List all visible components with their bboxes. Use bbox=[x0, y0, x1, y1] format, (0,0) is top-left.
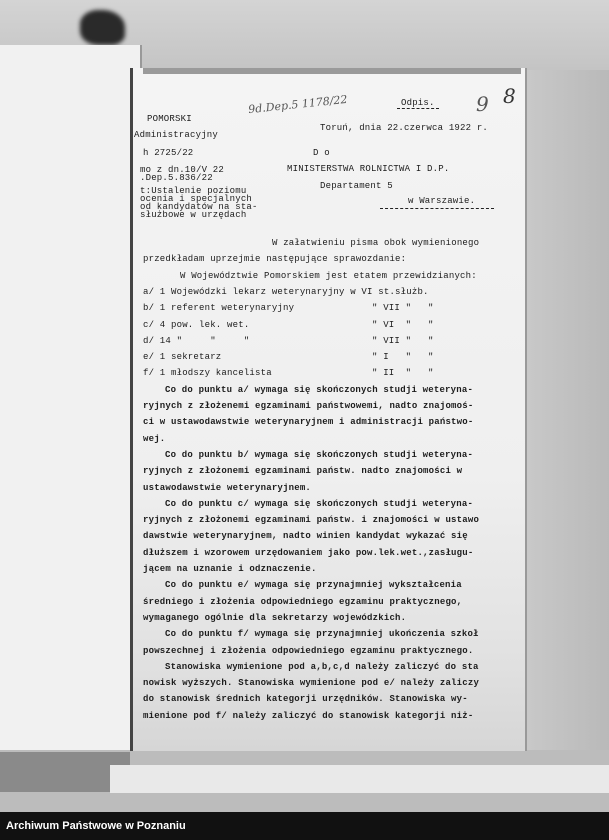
paragraph-line: Co do punktu e/ wymaga się przynajmniej wykształcenia bbox=[165, 580, 462, 591]
paragraph-line: nowisk wyższych. Stanowiska wymienione pod e/ należy zaliczy bbox=[143, 678, 480, 689]
scan-background-right bbox=[522, 70, 609, 760]
paragraph-line: Co do punktu f/ wymaga się przynajmniej ukończenia szkoł bbox=[165, 629, 479, 640]
paragraph-line: mienione pod f/ należy zaliczyć do stanowisk kategorji niż- bbox=[143, 710, 474, 721]
paragraph-line: wymaganego ogólnie dla sekretarzy wojewódzkich. bbox=[143, 612, 407, 623]
position-grade: " VII " " bbox=[372, 335, 434, 346]
position-grade: " I " " bbox=[372, 352, 434, 363]
paragraph-line: jącem na uznanie i odznaczenie. bbox=[143, 564, 317, 574]
position-item: a/ 1 Wojewódzki lekarz weterynaryjny w VI st.służb. bbox=[143, 286, 429, 297]
position-item: b/ 1 referent weterynaryjny bbox=[143, 303, 295, 314]
paragraph-line: dłuższem i wzorowem urzędowaniem jako pow.lek.wet.,zasługu- bbox=[143, 547, 474, 558]
letterhead-line: mo z dn.10/V 22 bbox=[140, 165, 225, 175]
position-grade: " VI " " bbox=[372, 319, 434, 330]
archive-footer bbox=[0, 812, 609, 840]
city: w Warszawie. bbox=[380, 197, 494, 209]
letterhead-line: h 2725/22 bbox=[143, 148, 194, 158]
subject-line: ocenia i specjalnych bbox=[140, 194, 253, 204]
subject-line: służbowe w urzędach bbox=[140, 210, 247, 220]
subject-line: od kandydatów na sta- bbox=[140, 202, 258, 212]
paragraph-line: ci w ustawodawstwie weterynaryjnem i administracji państwo- bbox=[143, 417, 474, 428]
paragraph-line: średniego i złożenia odpowiedniego egzaminu praktycznego, bbox=[143, 596, 463, 607]
position-item: d/ 14 " " " bbox=[143, 335, 250, 346]
position-grade: " II " " bbox=[372, 368, 434, 379]
paragraph-line: ryjnych z złożenemi egzaminami państwowemi, nadto znajomoś- bbox=[143, 401, 474, 411]
paragraph-line: wej. bbox=[143, 433, 166, 444]
letterhead-line: POMORSKI bbox=[147, 114, 192, 124]
paragraph-line: Co do punktu b/ wymaga się skończonych studji weteryna- bbox=[165, 449, 474, 460]
position-item: f/ 1 młodszy kancelista bbox=[143, 368, 272, 379]
scan-smudge bbox=[80, 10, 125, 45]
intro-line: W Województwie Pomorskiem jest etatem przewidzianych: bbox=[180, 270, 477, 281]
paragraph-line: ryjnych z złożonemi egzaminami państw. i znajomości w ustawo bbox=[143, 515, 480, 526]
paragraph-line: ryjnych z złożonemi egzaminami państw. nadto znajomości w bbox=[143, 466, 463, 477]
position-item: c/ 4 pow. lek. wet. bbox=[143, 319, 250, 330]
copy-label: Odpis. bbox=[397, 99, 439, 109]
paragraph-line: Co do punktu a/ wymaga się skończonych studji weteryna- bbox=[165, 384, 474, 395]
handwritten-mark: 8 bbox=[503, 84, 516, 108]
department: Departament 5 bbox=[320, 181, 393, 191]
paragraph-line: dawstwie weterynaryjnem, nadto winien kandydat wykazać się bbox=[143, 531, 468, 542]
letterhead-line: Administracyjny bbox=[134, 130, 219, 140]
document-page-top-edge bbox=[143, 68, 521, 74]
letterhead-line: .Dep.5.836/22 bbox=[140, 173, 213, 183]
addressee-prefix: D o bbox=[313, 148, 330, 158]
paragraph-line: Stanowiska wymienione pod a,b,c,d należy zaliczyć do sta bbox=[165, 661, 479, 672]
paragraph-line: powszechnej i złożenia odpowiedniego egzaminu praktycznego. bbox=[143, 645, 474, 656]
position-item: e/ 1 sekretarz bbox=[143, 352, 222, 363]
underlying-sheet bbox=[0, 45, 142, 750]
paragraph-line: Co do punktu c/ wymaga się skończonych studji weteryna- bbox=[165, 498, 474, 509]
archive-name: Archiwum Państwowe w Poznaniu bbox=[6, 820, 186, 832]
paragraph-line: ustawodawstwie weterynaryjnem. bbox=[143, 482, 312, 493]
place-date: Toruń, dnia 22.czerwca 1922 r. bbox=[320, 123, 489, 133]
recipient: MINISTERSTWA ROLNICTWA I D.P. bbox=[287, 164, 450, 174]
scan-sheet-bottom bbox=[110, 765, 609, 793]
intro-line: W załatwieniu pisma obok wymienionego bbox=[272, 238, 480, 248]
handwritten-reference: 9d.Dep.5 1178/22 bbox=[247, 92, 349, 117]
intro-line: przedkładam uprzejmie następujące sprawozdanie: bbox=[143, 254, 407, 265]
paragraph-line: do stanowisk średnich kategorji urzędników. Stanowiska wy- bbox=[143, 694, 468, 705]
handwritten-page-number: 9 bbox=[476, 92, 489, 116]
position-grade: " VII " " bbox=[372, 303, 434, 314]
subject-line: t:Ustalenie poziomu bbox=[140, 186, 247, 196]
